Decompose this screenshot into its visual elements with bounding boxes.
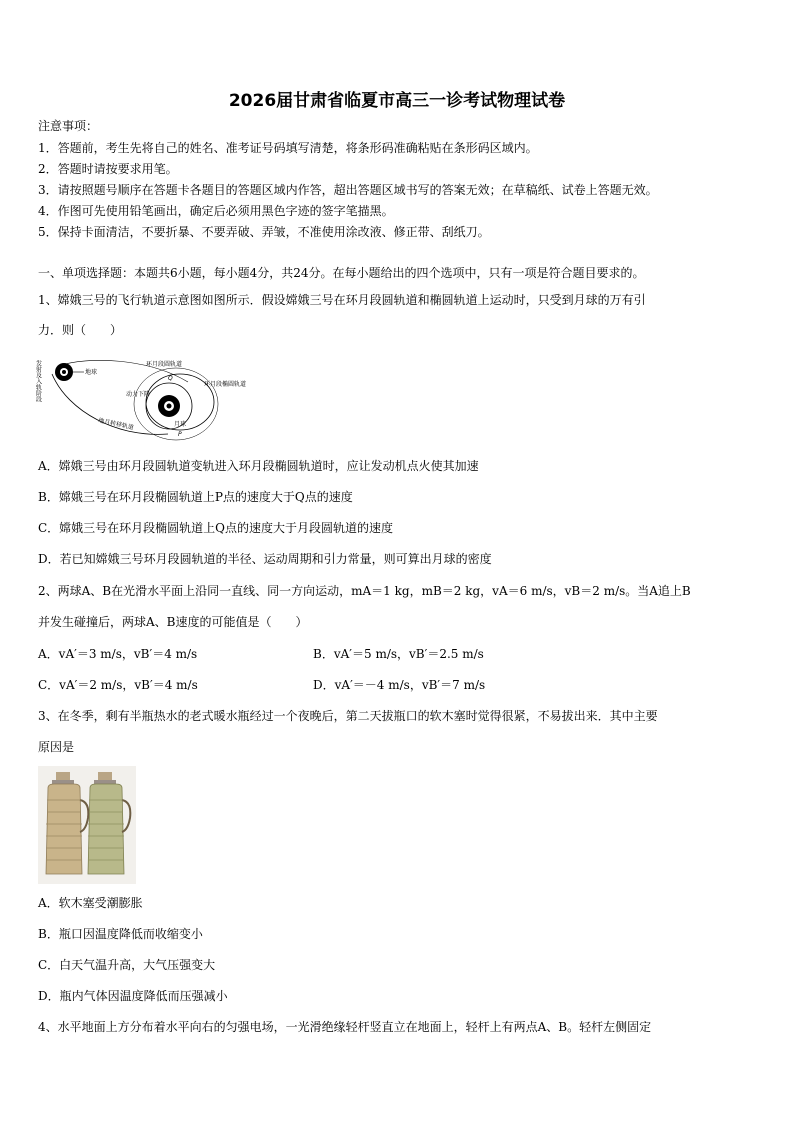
orbit-diagram xyxy=(34,352,268,444)
q1-option-a: A．嫦娥三号由环月段圆轨道变轨进入环月段椭圆轨道时，应让发动机点火使其加速 xyxy=(38,459,479,473)
q1-stem-cont: 力．则（ ） xyxy=(38,323,123,337)
point-q-label: Q xyxy=(168,375,173,382)
note-item: 2．答题时请按要求用笔。 xyxy=(38,162,178,176)
ellipse-orbit-label: 环月段椭圆轨道 xyxy=(204,381,247,388)
q2-stem-cont: 并发生碰撞后，两球A、B速度的可能值是（ ） xyxy=(38,615,308,629)
q3-option-d: D．瓶内气体因温度降低而压强减小 xyxy=(38,989,228,1003)
q3-stem: 3、在冬季，剩有半瓶热水的老式暖水瓶经过一个夜晚后，第二天拔瓶口的软木塞时觉得很紧，不易拔出来．其中主要 xyxy=(38,709,658,723)
earth-label: 地球 xyxy=(85,369,98,376)
page-title: 2026届甘肃省临夏市高三一诊考试物理试卷 xyxy=(228,91,566,111)
note-item: 4．作图可先使用铅笔画出，确定后必须用黑色字迹的签字笔描黑。 xyxy=(38,204,394,218)
q1-stem: 1、嫦娥三号的飞行轨道示意图如图所示．假设嫦娥三号在环月段圆轨道和椭圆轨道上运动时，只受到月球的万有引 xyxy=(38,293,646,307)
q2-option-d: D．vA′＝－4 m/s，vB′＝7 m/s xyxy=(313,678,486,692)
q2-option-b: B．vA′＝5 m/s，vB′＝2.5 m/s xyxy=(313,647,484,661)
transfer-label: 地月转移轨道 xyxy=(97,417,135,432)
q3-stem-cont: 原因是 xyxy=(38,740,75,754)
note-item: 3．请按照题号顺序在答题卡各题目的答题区域内作答，超出答题区域书写的答案无效；在草稿纸、试卷上答题无效。 xyxy=(38,183,658,197)
note-item: 1．答题前，考生先将自己的姓名、准考证号码填写清楚，将条形码准确粘贴在条形码区域内。 xyxy=(38,141,538,155)
q3-option-a: A．软木塞受潮膨胀 xyxy=(38,896,143,910)
circle-orbit-label: 环月段圆轨道 xyxy=(146,361,183,368)
section-heading: 一、单项选择题：本题共6小题，每小题4分，共24分。在每小题给出的四个选项中，只有一项是符合题目要求的。 xyxy=(38,266,645,280)
launch-label: 发射及入轨阶段 xyxy=(34,360,42,402)
thermos-photo xyxy=(38,766,136,884)
q1-option-d: D．若已知嫦娥三号环月段圆轨道的半径、运动周期和引力常量，则可算出月球的密度 xyxy=(38,552,492,566)
q2-option-a: A．vA′＝3 m/s，vB′＝4 m/s xyxy=(38,647,198,661)
point-p-label: P xyxy=(178,431,182,438)
notes-heading: 注意事项： xyxy=(38,119,99,133)
q3-option-b: B．瓶口因温度降低而收缩变小 xyxy=(38,927,203,941)
q2-stem: 2、两球A、B在光滑水平面上沿同一直线、同一方向运动，mA＝1 kg，mB＝2 kg，vA＝6 m/s，vB＝2 m/s。当A追上B xyxy=(38,584,691,598)
q3-option-c: C．白天气温升高，大气压强变大 xyxy=(38,958,216,972)
moon-label: 月球 xyxy=(174,421,187,428)
q1-option-c: C．嫦娥三号在环月段椭圆轨道上Q点的速度大于月段圆轨道的速度 xyxy=(38,521,394,535)
note-item: 5．保持卡面清洁，不要折暴、不要弄破、弄皱，不准使用涂改液、修正带、刮纸刀。 xyxy=(38,225,490,239)
q4-stem: 4、水平地面上方分布着水平向右的匀强电场，一光滑绝缘轻杆竖直立在地面上，轻杆上有两点A、B。轻杆左侧固定 xyxy=(38,1020,652,1034)
descent-label: 动力下降 xyxy=(126,391,151,398)
q1-option-b: B．嫦娥三号在环月段椭圆轨道上P点的速度大于Q点的速度 xyxy=(38,490,353,504)
q2-option-c: C．vA′＝2 m/s，vB′＝4 m/s xyxy=(38,678,198,692)
